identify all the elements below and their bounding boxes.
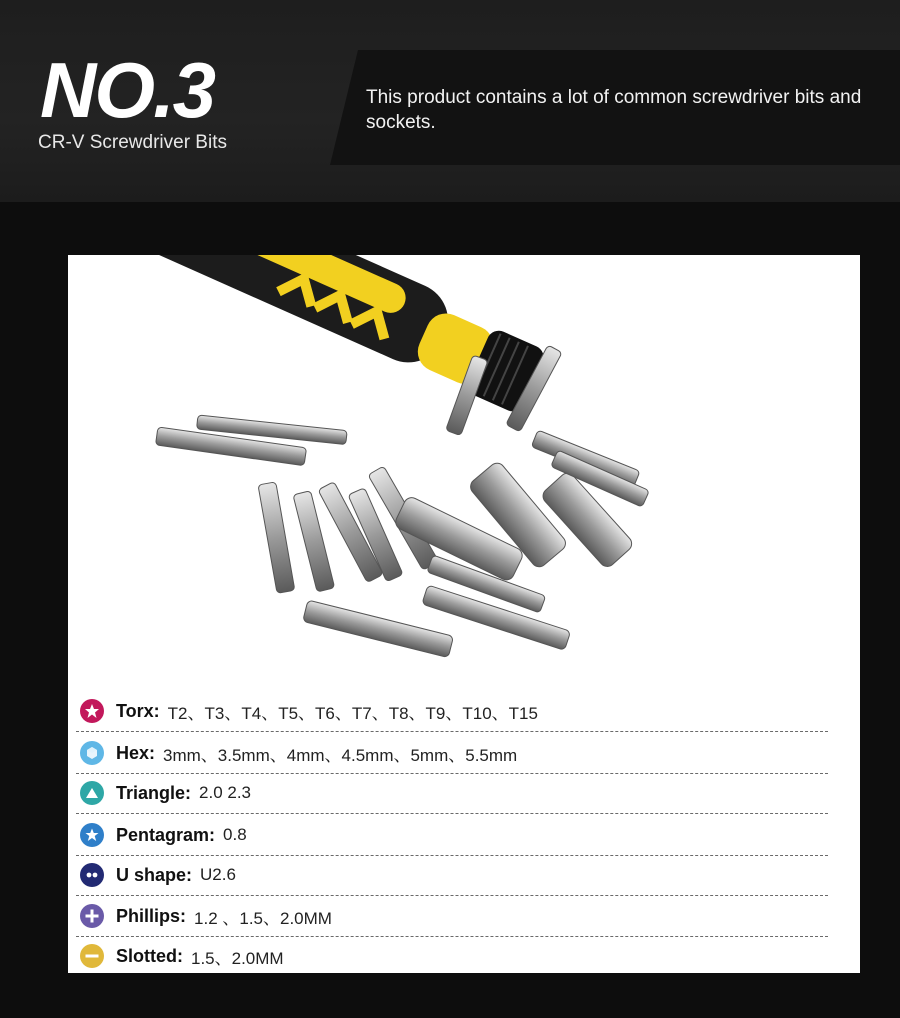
spec-label: Hex: [116, 742, 156, 763]
header-section [0, 0, 900, 202]
product-subtitle: CR-V Screwdriver Bits [38, 132, 227, 153]
phillips-icon [80, 904, 104, 928]
torx-icon [80, 699, 104, 723]
slotted-icon [80, 944, 104, 968]
hex-icon [80, 741, 104, 765]
bit-spec-list [68, 687, 860, 973]
spec-label: U shape: [116, 864, 193, 885]
spec-row-u-shape [76, 855, 828, 896]
spec-value: U2.6 [200, 865, 236, 884]
spec-row-triangle [76, 773, 828, 814]
pentagram-icon [80, 823, 104, 847]
spec-label: Slotted: [116, 945, 183, 966]
product-number-title: NO.3 [40, 46, 215, 134]
spec-row-slotted [76, 936, 828, 976]
spec-label: Triangle: [116, 782, 192, 803]
spec-label: Phillips: [116, 905, 187, 926]
spec-row-torx [76, 691, 828, 732]
spec-value: 1.5、2.0MM [191, 948, 284, 968]
spec-value: 0.8 [223, 825, 247, 844]
triangle-icon [80, 781, 104, 805]
spec-value: 1.2 、1.5、2.0MM [194, 908, 332, 928]
spec-row-hex [76, 733, 828, 774]
spec-value: 3mm、3.5mm、4mm、4.5mm、5mm、5.5mm [163, 745, 518, 765]
product-photo [68, 255, 860, 687]
spec-value: T2、T3、T4、T5、T6、T7、T8、T9、T10、T15 [167, 703, 538, 723]
spec-row-pentagram [76, 815, 828, 856]
screwdriver-bits-illustration [68, 255, 860, 687]
product-card [68, 255, 860, 973]
spec-value: 2.0 2.3 [199, 783, 252, 802]
u-shape-icon [80, 863, 104, 887]
product-description: This product contains a lot of common screwdriver bits and sockets. [366, 87, 862, 133]
spec-row-phillips [76, 896, 828, 937]
spec-label: Torx: [116, 700, 160, 721]
spec-label: Pentagram: [116, 824, 216, 845]
